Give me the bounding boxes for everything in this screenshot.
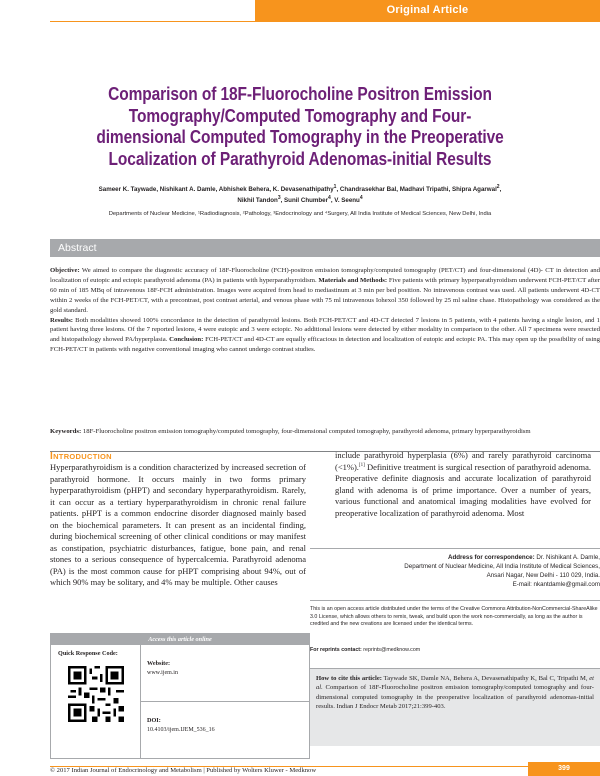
introduction-heading: INTRODUCTION: [50, 451, 112, 462]
license-notice: This is an open access article distributed under the terms of the Creative Commons Attribution-NonCommercial-ShareAlike 3.0 License, which allows others to remix, tweak, and build upon the work non-commercially, as long as the author is credited and the new creations are licensed under the identical terms.: [310, 606, 598, 628]
author-list: Sameer K. Taywade, Nishikant A. Damle, Abhishek Behera, K. Devasenathipathy$^1$, Chandrasekhar Bal, Madhavi Tripathi, Shipra Agarwal$^2$, Nikhil Tandon$^3$, Sunil Chumber$^4$, V. Seenu$^4$: [98, 183, 502, 204]
reprints-contact: For reprints contact: reprints@medknow.com: [310, 647, 421, 653]
introduction-right-column: include parathyroid hyperplasia (6%) and rarely parathyroid carcinoma (<1%).[1] Definitive treatment is surgical resection of parathyroid adenoma. Preoperative definite diagnosis and accurate localization of parathyroid gland with adenoma is of prime importance. Over a number of years, various functional and anatomical imaging modalities have evolved for preoperative localization of parathyroid adenoma. Most: [335, 450, 591, 518]
footer-copyright: © 2017 Indian Journal of Endocrinology and Metabolism | Published by Wolters Kluwer - Medknow: [50, 767, 317, 774]
doi-link[interactable]: 10.4103/ijem.IJEM_536_16: [147, 727, 215, 733]
article-category-banner: [255, 0, 600, 22]
correspondence-email[interactable]: E-mail: nkantdamle@gmail.com: [512, 581, 600, 588]
reference-link[interactable]: [1]: [358, 462, 365, 468]
author-affiliation: Departments of Nuclear Medicine, ¹Radiodiagnosis, ²Pathology, ³Endocrinology and ⁴Surgery, All India Institute of Medical Sciences, New Delhi, India: [108, 211, 492, 217]
article-category: Original Article: [386, 4, 469, 16]
website-label: Website:: [147, 660, 171, 667]
introduction-left-column: Hyperparathyroidism is a condition characterized by increased secretion of parathyroid hormone. It occurs mainly in two forms primary hyperparathyroidism (pHPT) and secondary hyperparathyroidism. Rarely, it can occur as a tertiary hyperparathyroidism in chronic renal failure patients. pHPT is a common endocrine disorder diagnosed mainly based on the biochemical parameters. It can present as an incidental finding, during biochemical screening of other clinical conditions or may manifest as constipation, psychiatric disturbances, fatigue, bone pain, and renal stones to a serious consequence of hypercalcemia. Parathyroid adenoma (PA) is the most common cause for pHPT comprising about 94%, out of which 90% may be solitary, and 4% may be multiple. Other causes: [50, 462, 306, 588]
website-cell: [141, 645, 309, 702]
doi-label: DOI:: [147, 717, 161, 724]
access-box-heading: Access this article online: [51, 634, 309, 645]
citation-box: How to cite this article: Taywade SK, Damle NA, Behera A, Devasenathipathy K, Bal C, Tripathi M, et al. Comparison of 18F-Fluorocholine positron emission tomography/computed tomography and four-dimensional computed tomography in the preoperative localization of parathyroid adenomas-initial results. Indian J Endocr Metab 2017;21:399-403.: [310, 668, 600, 746]
doi-cell: [141, 702, 309, 758]
qr-code-icon[interactable]: [68, 666, 124, 722]
header-rule: [50, 21, 255, 22]
correspondence-divider: [310, 600, 600, 601]
abstract-heading-bar: [50, 239, 600, 257]
qr-cell: [51, 645, 141, 758]
abstract-heading: Abstract: [58, 242, 97, 254]
keywords: Keywords: 18F-Fluorocholine positron emission tomography/computed tomography, four-dimensional computed tomography, parathyroid adenoma, primary hyperparathyroidism: [50, 428, 531, 435]
reprints-email[interactable]: reprints@medknow.com: [361, 647, 421, 653]
access-article-box: [50, 633, 310, 759]
correspondence-block: Address for correspondence: Dr. Nishikant A. Damle, Department of Nuclear Medicine, All India Institute of Medical Sciences, Ansari Nagar, New Delhi - 110 029, India. E-mail: nkantdamle@gmail.com: [310, 548, 600, 589]
qr-label: Quick Response Code:: [58, 650, 118, 657]
article-title: Comparison of 18F-Fluorocholine Positron Emission Tomography/Computed Tomography and Four-dimensional Computed Tomography in the Preoperative Localization of Parathyroid Adenomas-initial Results: [96, 84, 504, 169]
website-link[interactable]: www.ijem.in: [147, 670, 178, 676]
page-number: 399: [528, 762, 600, 776]
abstract-body: Objective: We aimed to compare the diagnostic accuracy of 18F-Fluorocholine (FCH)-positron emission tomography/computed tomography (PET/CT) and four-dimensional (4D)- CT in detection and localization of eutopic and ectopic parathyroid adenoma (PA) in patients with hyperparathyroidism. Materials and Methods: Five patients with primary hyperparathyroidism underwent FCH-PET/CT after 60 min of 185 MBq of intravenous 18F-FCH administration. Images were acquired from head to mediastinum at 3 min per bed position. No intravenous contrast was used. All patients underwent 4D-CT within 2 weeks of the FCH-PET/CT, with a precontrast, post contrast arterial, and venous phase with 75 ml intravenous Iohexol 350 followed by 25 ml saline chase. Histopathology was considered as the gold standard. Results: Both modalities showed 100% concordance in the detection of parathyroid lesions. Both FCH-PET/CT and 4D-CT detected 7 lesions in 5 patients, with 4 patients having a single lesion, and 1 patient having three lesions. Of the 7 reported lesions, 4 were eutopic and 3 were ectopic. No additional lesions were detected by either modality in comparison to the other. All 7 specimens were resected and histopathology showed PA/hyperplasia. Conclusion: FCH-PET/CT and 4D-CT are equally efficacious in detection and localization of eutopic and ectopic PA. This may open up the possibility of using FCH-PET/CT in patients with negative conventional imaging who cannot undergo contrast studies.: [50, 267, 600, 354]
